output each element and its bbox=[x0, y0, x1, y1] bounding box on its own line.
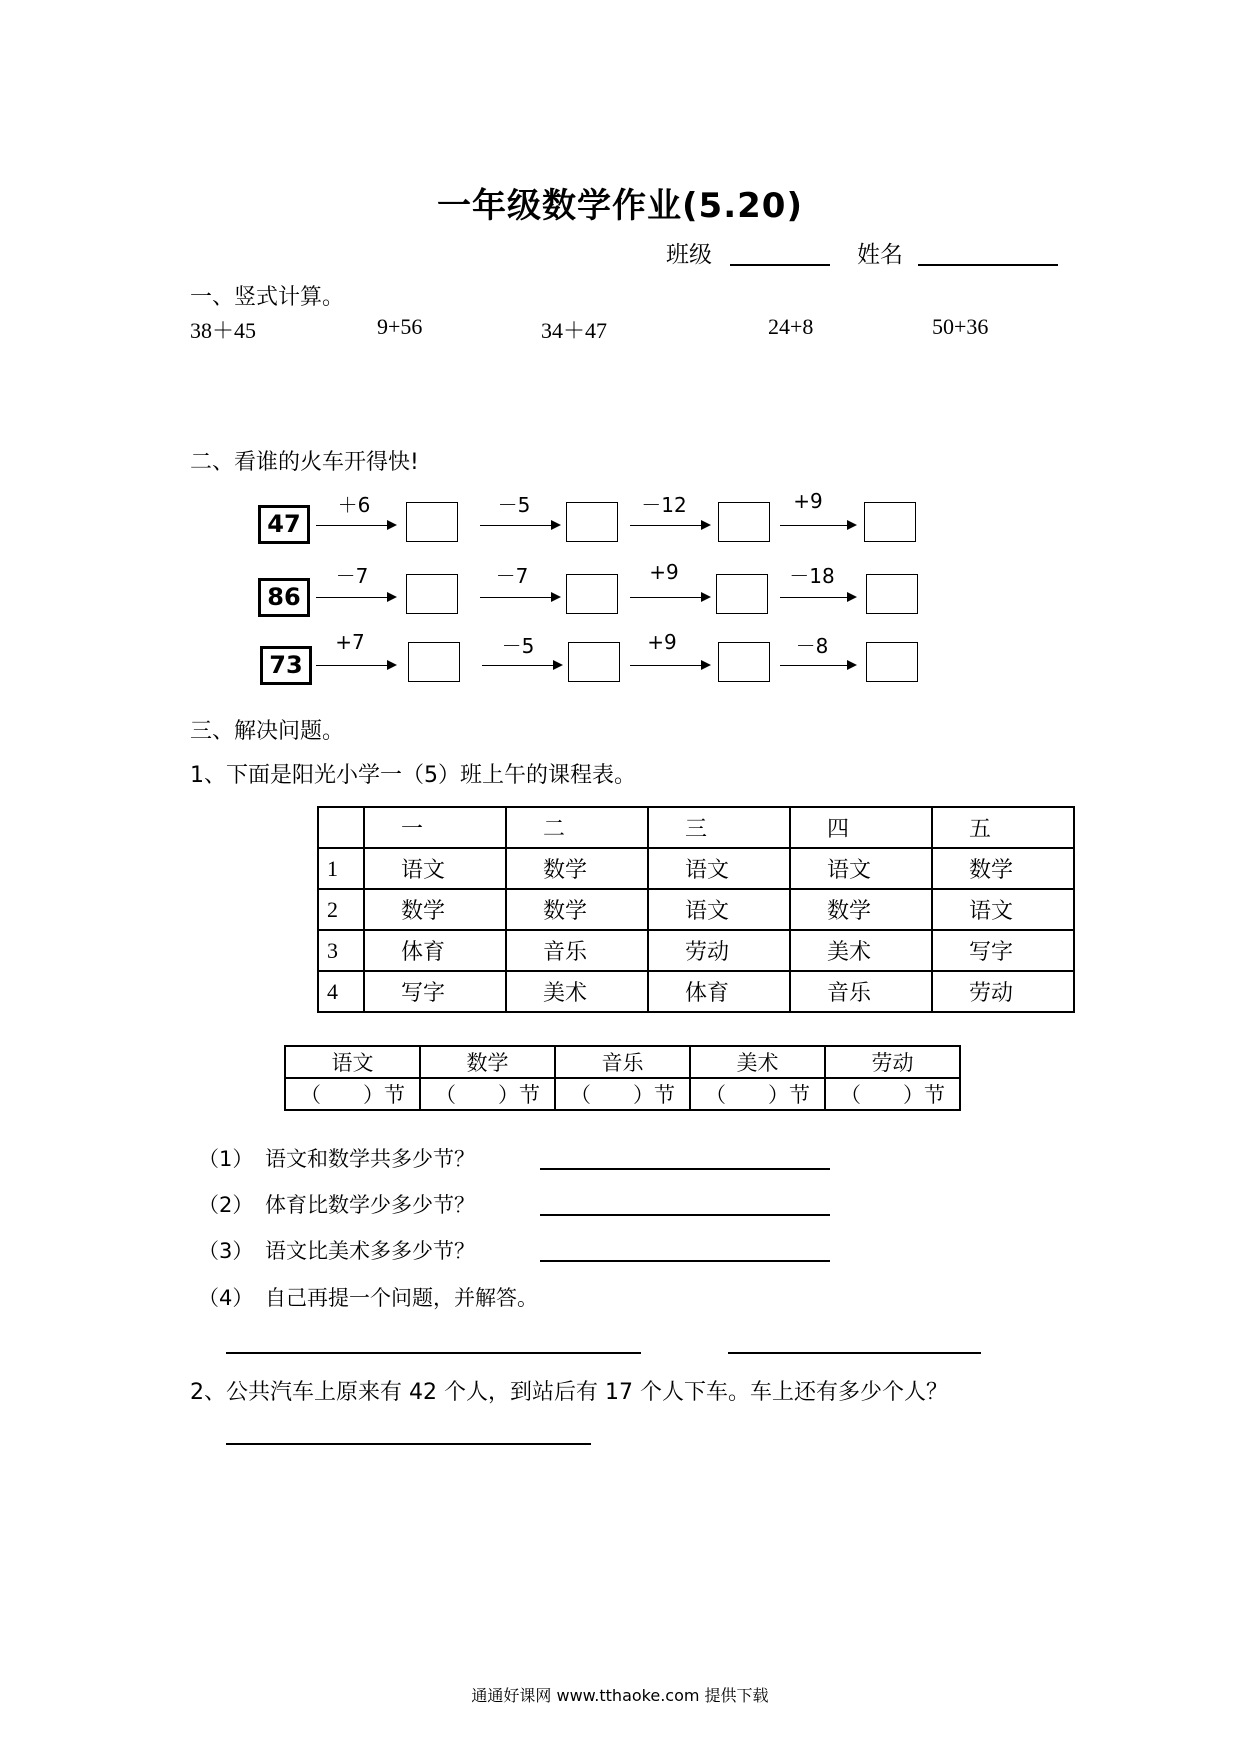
train-answer-box[interactable] bbox=[718, 502, 770, 542]
table-cell: 语文 bbox=[648, 848, 790, 889]
arrow-icon bbox=[780, 525, 854, 526]
calc-problem: 9+56 bbox=[377, 314, 423, 339]
problem2-text: 2、公共汽车上原来有 42 个人，到站后有 17 个人下车。车上还有多少个人？ bbox=[190, 1380, 948, 1405]
train-operation: ＋6 bbox=[337, 493, 371, 517]
train-start-number: 47 bbox=[258, 505, 310, 544]
table-cell: 体育 bbox=[648, 971, 790, 1012]
table-row bbox=[318, 807, 1074, 848]
table-cell: 数学 bbox=[506, 889, 648, 930]
question-number: （2） bbox=[198, 1193, 254, 1217]
table-cell: 2 bbox=[318, 889, 364, 930]
table-header-cell: 三 bbox=[648, 807, 790, 848]
train-answer-box[interactable] bbox=[408, 642, 460, 682]
table-header-cell: 劳动 bbox=[825, 1046, 960, 1078]
arrow-icon bbox=[482, 665, 560, 666]
section2-heading: 二、看谁的火车开得快! bbox=[190, 450, 419, 475]
train-answer-box[interactable] bbox=[566, 502, 618, 542]
page-title: 一年级数学作业(5.20) bbox=[437, 186, 803, 226]
table-cell: 1 bbox=[318, 848, 364, 889]
train-operation: －18 bbox=[789, 564, 835, 588]
table-cell: 写字 bbox=[932, 930, 1074, 971]
question-text: 语文和数学共多少节？ bbox=[265, 1147, 475, 1171]
count-blank-cell[interactable]: （ ）节 bbox=[690, 1078, 825, 1110]
train-answer-box[interactable] bbox=[566, 574, 618, 614]
train-answer-box[interactable] bbox=[406, 574, 458, 614]
problem1-intro: 1、下面是阳光小学一（5）班上午的课程表。 bbox=[190, 763, 636, 788]
train-start-number: 86 bbox=[258, 578, 310, 617]
answer-line[interactable] bbox=[540, 1168, 830, 1170]
train-answer-box[interactable] bbox=[866, 642, 918, 682]
calc-problem: 24+8 bbox=[768, 314, 814, 339]
table-header-cell: 四 bbox=[790, 807, 932, 848]
table-row bbox=[318, 930, 1074, 971]
question-text: 体育比数学少多少节？ bbox=[265, 1193, 475, 1217]
table-cell: 美术 bbox=[790, 930, 932, 971]
table-cell: 数学 bbox=[506, 848, 648, 889]
table-header-cell: 一 bbox=[364, 807, 506, 848]
table-row bbox=[318, 848, 1074, 889]
table-cell: 语文 bbox=[364, 848, 506, 889]
arrow-icon bbox=[316, 597, 394, 598]
question-text: 自己再提一个问题，并解答。 bbox=[265, 1286, 538, 1310]
class-blank[interactable] bbox=[730, 264, 830, 266]
arrow-icon bbox=[630, 525, 708, 526]
arrow-icon bbox=[630, 597, 708, 598]
train-operation: +9 bbox=[647, 630, 677, 654]
table-header-cell: 二 bbox=[506, 807, 648, 848]
train-answer-box[interactable] bbox=[864, 502, 916, 542]
arrow-icon bbox=[630, 665, 708, 666]
count-blank-cell[interactable]: （ ）节 bbox=[825, 1078, 960, 1110]
train-answer-box[interactable] bbox=[568, 642, 620, 682]
name-label: 姓名 bbox=[857, 242, 903, 268]
question-number: （1） bbox=[198, 1147, 254, 1171]
table-cell: 音乐 bbox=[790, 971, 932, 1012]
question-text: 语文比美术多多少节？ bbox=[265, 1239, 475, 1263]
table-cell: 写字 bbox=[364, 971, 506, 1012]
train-operation: －5 bbox=[497, 493, 531, 517]
name-blank[interactable] bbox=[918, 264, 1058, 266]
section3-heading: 三、解决问题。 bbox=[190, 719, 345, 744]
train-answer-box[interactable] bbox=[718, 642, 770, 682]
subject-count-table bbox=[284, 1045, 961, 1111]
answer-line[interactable] bbox=[540, 1214, 830, 1216]
arrow-icon bbox=[480, 597, 558, 598]
arrow-icon bbox=[316, 525, 394, 526]
table-cell: 音乐 bbox=[506, 930, 648, 971]
calc-problem: 38＋45 bbox=[190, 318, 257, 343]
table-header-cell: 五 bbox=[932, 807, 1074, 848]
train-operation: +9 bbox=[649, 560, 679, 584]
table-cell: 数学 bbox=[932, 848, 1074, 889]
table-header-cell: 音乐 bbox=[555, 1046, 690, 1078]
calc-problem: 50+36 bbox=[932, 314, 989, 339]
train-answer-box[interactable] bbox=[406, 502, 458, 542]
table-cell: 4 bbox=[318, 971, 364, 1012]
schedule-table bbox=[317, 806, 1075, 1013]
train-operation: －12 bbox=[641, 493, 687, 517]
train-operation: －7 bbox=[335, 564, 369, 588]
arrow-icon bbox=[780, 597, 854, 598]
answer-line[interactable] bbox=[226, 1443, 591, 1445]
question-number: （3） bbox=[198, 1239, 254, 1263]
count-blank-cell[interactable]: （ ）节 bbox=[555, 1078, 690, 1110]
table-cell: 数学 bbox=[790, 889, 932, 930]
train-operation: －7 bbox=[495, 564, 529, 588]
question-number: （4） bbox=[198, 1286, 254, 1310]
table-cell: 数学 bbox=[364, 889, 506, 930]
table-row bbox=[318, 889, 1074, 930]
table-cell: 劳动 bbox=[932, 971, 1074, 1012]
table-header-cell: 数学 bbox=[420, 1046, 555, 1078]
table-cell: 语文 bbox=[790, 848, 932, 889]
class-label: 班级 bbox=[666, 242, 712, 268]
table-cell bbox=[318, 807, 364, 848]
table-cell: 语文 bbox=[648, 889, 790, 930]
table-row bbox=[318, 971, 1074, 1012]
train-start-number: 73 bbox=[260, 646, 312, 685]
count-blank-cell[interactable]: （ ）节 bbox=[420, 1078, 555, 1110]
answer-line[interactable] bbox=[226, 1352, 641, 1354]
count-blank-cell[interactable]: （ ）节 bbox=[285, 1078, 420, 1110]
arrow-icon bbox=[780, 665, 854, 666]
train-operation: +9 bbox=[793, 489, 823, 513]
train-operation: －8 bbox=[795, 634, 829, 658]
table-cell: 美术 bbox=[506, 971, 648, 1012]
table-cell: 体育 bbox=[364, 930, 506, 971]
answer-line[interactable] bbox=[540, 1260, 830, 1262]
train-operation: －5 bbox=[501, 634, 535, 658]
train-answer-box[interactable] bbox=[866, 574, 918, 614]
arrow-icon bbox=[480, 525, 558, 526]
footer: 通通好课网 www.tthaoke.com 提供下载 bbox=[471, 1686, 769, 1705]
table-cell: 劳动 bbox=[648, 930, 790, 971]
calc-problem: 34＋47 bbox=[541, 318, 608, 343]
train-answer-box[interactable] bbox=[716, 574, 768, 614]
section1-heading: 一、竖式计算。 bbox=[190, 285, 345, 310]
train-operation: +7 bbox=[335, 630, 365, 654]
table-header-cell: 美术 bbox=[690, 1046, 825, 1078]
table-row bbox=[285, 1046, 960, 1078]
table-cell: 语文 bbox=[932, 889, 1074, 930]
table-header-cell: 语文 bbox=[285, 1046, 420, 1078]
answer-line[interactable] bbox=[728, 1352, 981, 1354]
arrow-icon bbox=[316, 665, 394, 666]
table-row bbox=[285, 1078, 960, 1110]
table-cell: 3 bbox=[318, 930, 364, 971]
